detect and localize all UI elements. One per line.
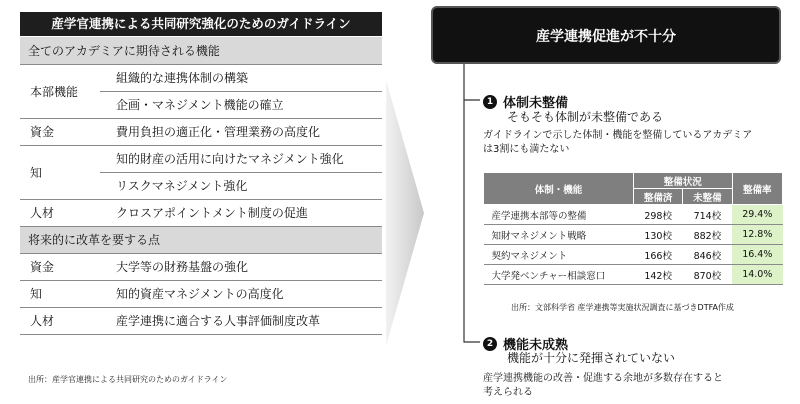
row-rate: 29.4%	[732, 205, 782, 225]
table-source-note: 出所：文部科学省 産学連携等実施状況調査に基づきDTFA作成	[511, 303, 734, 312]
col-header-name: 体制・機能	[484, 173, 634, 205]
conclusion-header: 産学連携促進が不十分	[431, 6, 781, 64]
row-done: 298校	[634, 205, 683, 225]
category-cell: 人材	[20, 199, 100, 226]
col-header-rate: 整備率	[732, 173, 782, 205]
section-title-expected: 全てのアカデミアに期待される機能	[20, 37, 382, 64]
table-row	[20, 64, 382, 91]
table-row	[20, 307, 382, 334]
category-cell: 資金	[20, 253, 100, 280]
table-header-row	[484, 173, 783, 189]
table-row	[484, 205, 783, 225]
table-row	[484, 225, 783, 245]
guideline-title: 産学官連携による共同研究強化のためのガイドライン	[20, 12, 382, 36]
col-header-status: 整備状況	[634, 173, 733, 189]
col-header-notdone: 未整備	[683, 189, 732, 205]
row-name: 知財マネジメント戦略	[484, 225, 634, 245]
issue2-subtitle: 機能が十分に発揮されていない	[507, 351, 676, 365]
table-row	[20, 199, 382, 226]
item-cell: 知的財産の活用に向けたマネジメント強化	[100, 145, 382, 172]
row-rate: 14.0%	[732, 265, 782, 285]
item-cell: 知的資産マネジメントの高度化	[100, 280, 382, 307]
item-cell: クロスアポイントメント制度の促進	[100, 199, 382, 226]
table-row	[484, 245, 783, 265]
number-badge-2: 2	[483, 337, 497, 351]
category-cell: 知	[20, 145, 100, 199]
row-done: 130校	[634, 225, 683, 245]
row-done: 142校	[634, 265, 683, 285]
left-source-note: 出所：産学官連携による共同研究のためのガイドライン	[28, 375, 228, 384]
item-cell: 組織的な連携体制の構築	[100, 64, 382, 91]
status-table	[483, 172, 783, 285]
issue2-title: 機能未成熟	[503, 338, 569, 353]
row-name: 契約マネジメント	[484, 245, 634, 265]
section-header	[20, 37, 382, 64]
issue1-subtitle: そもそも体制が未整備である	[507, 110, 664, 124]
item-cell: 企画・マネジメント機能の確立	[100, 91, 382, 118]
col-header-done: 整備済	[634, 189, 683, 205]
row-name: 大学発ベンチャー相談窓口	[484, 265, 634, 285]
row-rate: 16.4%	[732, 245, 782, 265]
table-row	[20, 145, 382, 172]
table-row	[20, 280, 382, 307]
row-rate: 12.8%	[732, 225, 782, 245]
issue1-title: 体制未整備	[503, 96, 569, 111]
table-row	[20, 253, 382, 280]
category-cell: 資金	[20, 118, 100, 145]
row-notdone: 846校	[683, 245, 732, 265]
category-cell: 本部機能	[20, 64, 100, 118]
item-cell: 大学等の財務基盤の強化	[100, 253, 382, 280]
row-done: 166校	[634, 245, 683, 265]
number-badge-1: 1	[483, 95, 497, 109]
table-row	[20, 118, 382, 145]
issue1-description: ガイドラインで示した体制・機能を整備しているアカデミア は3割にも満たない	[483, 130, 753, 155]
item-cell: リスクマネジメント強化	[100, 172, 382, 199]
row-name: 産学連携本部等の整備	[484, 205, 634, 225]
table-row	[484, 265, 783, 285]
category-cell: 人材	[20, 307, 100, 334]
chevron-right-arrow-icon	[386, 80, 424, 346]
guideline-table	[20, 37, 382, 335]
row-notdone: 714校	[683, 205, 732, 225]
issue2-description: 産学連携機能の改善・促進する余地が多数存在すると 考えられる	[483, 373, 723, 398]
section-title-future: 将来的に改革を要する点	[20, 226, 382, 253]
section-header	[20, 226, 382, 253]
item-cell: 費用負担の適正化・管理業務の高度化	[100, 118, 382, 145]
item-cell: 産学連携に適合する人事評価制度改革	[100, 307, 382, 334]
row-notdone: 882校	[683, 225, 732, 245]
category-cell: 知	[20, 280, 100, 307]
row-notdone: 870校	[683, 265, 732, 285]
